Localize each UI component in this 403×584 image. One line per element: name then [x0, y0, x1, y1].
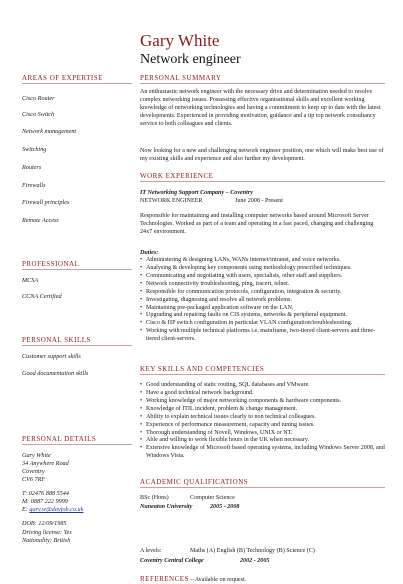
skill-item: • Ability to explain technical issues clearly to non technical colleagues.	[140, 414, 385, 422]
skill-item: • Have a good technical network background.	[140, 390, 385, 398]
expertise-item: Firewalls	[22, 182, 46, 189]
detail-address-line1: 34 Anywhere Road	[22, 460, 69, 468]
college-name: Coventry Central College	[140, 558, 204, 564]
candidate-name: Gary White	[140, 31, 220, 50]
alevels-label: A levels:	[140, 548, 162, 554]
skill-item: • Knowledge of ITIL incident, problem & change management.	[140, 406, 385, 414]
university-name: Nuneaton University	[140, 504, 193, 510]
duty-item: • Responsible for communication protocols, configuration, integration & security.	[140, 289, 385, 297]
work-role: NETWORK ENGINEER	[140, 198, 203, 204]
personal-details	[22, 452, 132, 545]
summary-heading: PERSONAL SUMMARY	[140, 74, 385, 84]
summary-paragraph-2: Now looking for a new and challenging network engineer position, one which will make best use of my existing skills and experience and also further my development.	[140, 148, 384, 162]
duty-item: • Analysing & developing key components using methodology prescribed techniques.	[140, 265, 385, 273]
detail-mobile: M: 0887 222 9999	[22, 498, 68, 506]
expertise-item: Routers	[22, 164, 42, 171]
detail-dob: DOB: 12/09/1985	[22, 520, 67, 528]
work-description: Responsible for maintaining and installing computer networks based around Microsoft Server Technologies. Worked as part of a team and operating in a fast paced, changing and challenging 24x7 environment.	[140, 213, 374, 235]
degree-label: BSc (Hons)	[140, 495, 169, 501]
duty-item: • Communicating and negotiating with users, specialists, other staff and suppliers.	[140, 273, 385, 281]
duties-list	[140, 257, 385, 344]
expertise-section	[22, 74, 132, 84]
detail-email-label: E:	[22, 506, 28, 514]
skills-heading: KEY SKILLS AND COMPETENCIES	[140, 365, 385, 375]
duty-item: • Upgrading and repairing faults on CIS systems, networks & peripheral equipment.	[140, 312, 385, 320]
university-row	[140, 504, 239, 511]
email-link[interactable]: gary.w@dayjob.co.uk	[29, 506, 84, 514]
professional-section	[22, 260, 132, 270]
personal-skills-heading: PERSONAL SKILLS	[22, 336, 132, 346]
references-text: – Available on request.	[190, 577, 247, 583]
duties-label: Duties:	[140, 250, 159, 256]
professional-item: MCSA	[22, 277, 39, 284]
professional-item: CCNA Certified	[22, 293, 62, 300]
duty-item: • Working with multiple technical platforms i.e. mainframe, two-tiered client-servers and three-tiered client-servers.	[140, 328, 385, 344]
university-dates: 2005 - 2008	[210, 504, 240, 510]
degree-row	[140, 495, 235, 502]
degree-subject: Computer Science	[190, 495, 235, 501]
duty-item: • Network connectivity troubleshooting, ping, tracert, telnet.	[140, 281, 385, 289]
personal-details-section	[22, 435, 132, 445]
personal-skill-item: Customer support skills	[22, 353, 81, 360]
college-row	[140, 558, 269, 565]
expertise-heading: AREAS OF EXPERTISE	[22, 74, 132, 84]
alevels-row	[140, 548, 315, 555]
detail-name: Gary White	[22, 452, 51, 459]
references-heading: REFERENCES	[140, 575, 189, 583]
duty-item: • Maintaining pre-packaged application software on the LAN.	[140, 305, 385, 313]
duty-item: • Administering & designing LANs, WANs internet/intranet, and voice networks.	[140, 257, 385, 265]
personal-skill-item: Good documentation skills	[22, 370, 89, 377]
skill-item: • Experience of performance measurement, capacity and tuning issues.	[140, 422, 385, 430]
expertise-item: Firewall principles	[22, 199, 70, 206]
skill-item: • Able and willing to work flexible hours in the UK when necessary.	[140, 437, 385, 445]
expertise-item: Cisco Router	[22, 95, 55, 102]
skill-item: • Thorough understanding of Novell, Windows, UNIX or NT.	[140, 430, 385, 438]
personal-details-heading: PERSONAL DETAILS	[22, 435, 132, 445]
references-row	[140, 575, 246, 584]
detail-telephone: T: 02476 888 5544	[22, 490, 69, 498]
work-dates: June 2008 - Present	[235, 198, 283, 204]
detail-address-line2: Coventry	[22, 468, 45, 476]
expertise-item: Network management	[22, 128, 77, 135]
summary-paragraph-1: An enthusiastic network engineer with the necessary drive and determination needed to resolve complex networking issues. Possessing effective organisational skills and excellent working knowledge of networking technologies and having a commitment to keep up to date with the latest developments. Experienced in providing motivation, guidance and a tip top network consultancy service to both colleagues and clients.	[140, 89, 381, 127]
personal-skills-section	[22, 336, 132, 346]
expertise-item: Cisco Switch	[22, 111, 55, 118]
skills-list	[140, 382, 385, 461]
skill-item: • Working knowledge of major networking components & hardware components.	[140, 398, 385, 406]
detail-driving-licence: Driving license: Yes	[22, 528, 72, 536]
duty-item: • Investigating, diagnosing and resolve all network problems.	[140, 297, 385, 305]
job-title: Network engineer	[140, 52, 241, 67]
duty-item: • Cisco & HP switch configuration in particular VLAN configuration/troubleshooting.	[140, 320, 385, 328]
college-dates: 2002 - 2005	[240, 558, 270, 564]
work-role-row	[140, 198, 283, 205]
skill-item: • Good understanding of static routing, SQL databases and VMware.	[140, 382, 385, 390]
work-heading: WORK EXPERIENCE	[140, 172, 385, 182]
detail-nationality: Nationality: British	[22, 536, 71, 544]
skill-item: • Extensive knowledge of Microsoft based operating systems, including Windows Server 2008, and Windows Vista.	[140, 445, 385, 461]
expertise-item: Switching	[22, 146, 47, 153]
professional-heading: PROFESSIONAL	[22, 260, 132, 270]
alevels-grades: Maths (A) English (B) Technology (B) Science (C)	[190, 548, 315, 554]
education-heading: ACADEMIC QUALIFICATIONS	[140, 478, 385, 488]
work-company: IT Networking Support Company – Coventry	[140, 190, 253, 196]
expertise-item: Remote Access	[22, 217, 59, 224]
detail-postcode: CV6 7RF	[22, 476, 46, 484]
detail-email-row	[22, 506, 132, 514]
